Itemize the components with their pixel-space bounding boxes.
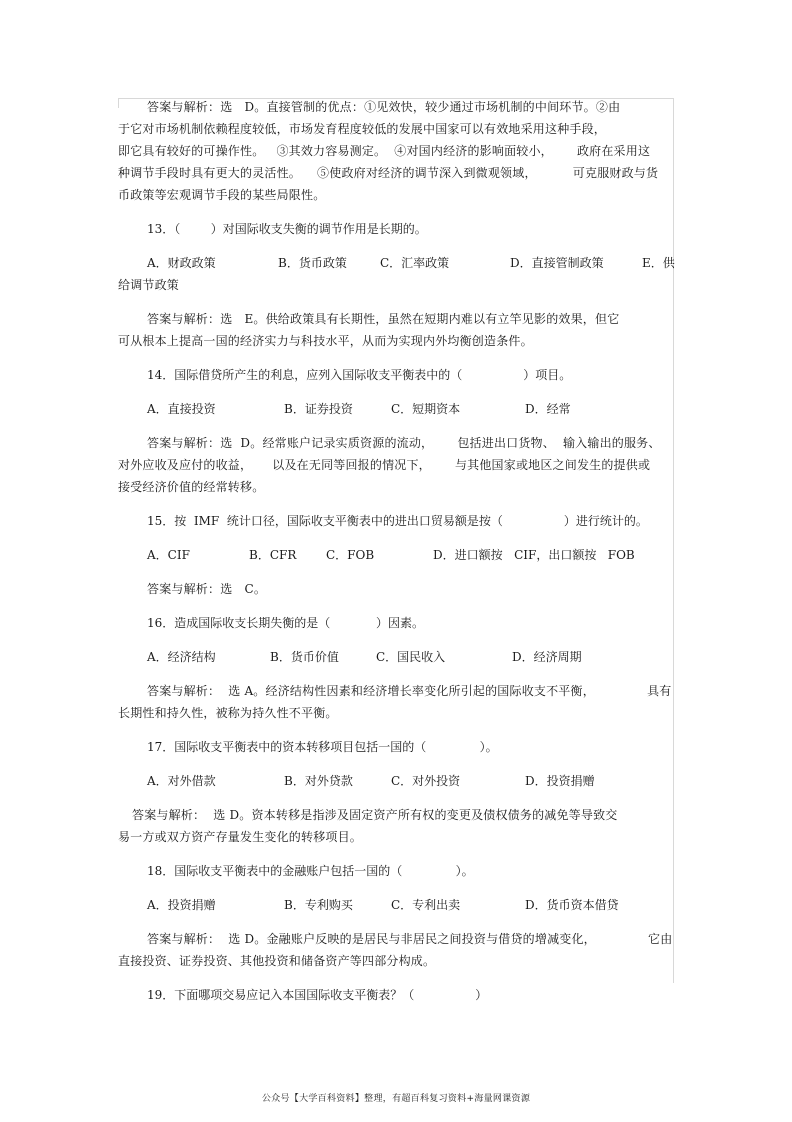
question-16: 16．造成国际收支长期失衡的是（ ）因素。 xyxy=(147,616,425,630)
text-line: 币政策等宏观调节手段的某些局限性。 xyxy=(118,188,326,202)
answer-13 xyxy=(118,308,674,352)
option-c: C．短期资本 xyxy=(391,402,461,416)
option-b: B．货币价值 xyxy=(270,650,339,664)
text-line: 即它具有较好的可操作性。 ③其效力容易测定。 ④对国内经济的影响面较小， 政府在采用这 xyxy=(118,144,651,158)
options-13 xyxy=(118,252,674,274)
option-d: D．投资捐赠 xyxy=(525,774,595,788)
footer-note: 公众号【大学百科资料】整理，有超百科复习资料+海量网课资源 xyxy=(261,1094,531,1104)
option-a: A．对外借款 xyxy=(147,774,216,788)
options-17 xyxy=(118,770,674,792)
text-line: 直接投资、证券投资、其他投资和储备资产等四部分构成。 xyxy=(118,954,436,968)
question-17: 17．国际收支平衡表中的资本转移项目包括一国的（ ）。 xyxy=(147,740,498,754)
options-16 xyxy=(118,646,674,668)
text-line: 易一方或双方资产存量发生变化的转移项目。 xyxy=(118,830,363,844)
option-a: A．财政政策 xyxy=(147,256,216,270)
text-line: 答案与解析： 选 D。金融账户反映的是居民与非居民之间投资与借贷的增减变化， 它由 xyxy=(147,932,673,946)
document-body xyxy=(118,96,674,1006)
option-e: E．供 xyxy=(642,256,675,270)
answer-16 xyxy=(118,680,674,724)
option-b: B．对外贷款 xyxy=(284,774,353,788)
option-c: C．对外投资 xyxy=(391,774,461,788)
text-line: 答案与解析：选 E。供给政策具有长期性，虽然在短期内难以有立竿见影的效果，但它 xyxy=(147,312,620,326)
option-a: A．CIF xyxy=(147,548,190,562)
options-18 xyxy=(118,894,674,916)
question-14: 14．国际借贷所产生的利息，应列入国际收支平衡表中的（ ）项目。 xyxy=(147,368,572,382)
options-14 xyxy=(118,398,674,420)
question-19: 19．下面哪项交易应记入本国国际收支平衡表？（ ） xyxy=(147,988,488,1002)
answer-14 xyxy=(118,432,674,498)
text-line: 对外应收及应付的收益， 以及在无同等回报的情况下， 与其他国家或地区之间发生的提供或 xyxy=(118,458,651,472)
option-d: D．经常 xyxy=(525,402,571,416)
option-e-wrap: 给调节政策 xyxy=(118,278,180,292)
option-b: B．证券投资 xyxy=(284,402,353,416)
text-line: 接受经济价值的经常转移。 xyxy=(118,480,265,494)
question-18: 18．国际收支平衡表中的金融账户包括一国的（ ）。 xyxy=(147,864,474,878)
option-d: D．直接管制政策 xyxy=(510,256,604,270)
option-a: A．投资捐赠 xyxy=(147,898,216,912)
option-a: A．直接投资 xyxy=(147,402,216,416)
text-line: 答案与解析： 选 A。经济结构性因素和经济增长率变化所引起的国际收支不平衡， 具有 xyxy=(147,684,672,698)
option-c: C．专利出卖 xyxy=(391,898,461,912)
options-15 xyxy=(118,544,674,566)
option-b: B．CFR xyxy=(249,548,297,562)
question-15: 15．按 IMF 统计口径，国际收支平衡表中的进出口贸易额是按（ ）进行统计的。 xyxy=(147,514,648,528)
answer-15 xyxy=(118,578,674,600)
option-c: C．汇率政策 xyxy=(380,256,450,270)
text-line: 答案与解析：选 D。经常账户记录实质资源的流动， 包括进出口货物、 输入输出的服务、 xyxy=(147,436,661,450)
text-line: 答案与解析：选 D。直接管制的优点：①见效快，较少通过市场机制的中间环节。②由 xyxy=(147,100,621,114)
answer-12 xyxy=(118,96,674,206)
answer-18 xyxy=(118,928,674,972)
option-b: B．货币政策 xyxy=(278,256,347,270)
option-a: A．经济结构 xyxy=(147,650,216,664)
option-c: C．FOB xyxy=(326,548,375,562)
text-line: 答案与解析：选 C。 xyxy=(147,582,267,596)
text-line: 答案与解析： 选 D。资本转移是指涉及固定资产所有权的变更及债权债务的减免等导致交 xyxy=(132,808,618,822)
text-line: 长期性和持久性，被称为持久性不平衡。 xyxy=(118,706,338,720)
option-c: C．国民收入 xyxy=(376,650,446,664)
question-13: 13．（ ）对国际收支失衡的调节作用是长期的。 xyxy=(147,222,427,236)
text-line: 可从根本上提高一国的经济实力与科技水平，从而为实现内外均衡创造条件。 xyxy=(118,334,533,348)
option-d: D．货币资本借贷 xyxy=(525,898,619,912)
option-d: D．进口额按 CIF，出口额按 FOB xyxy=(433,548,635,562)
option-d: D．经济周期 xyxy=(512,650,582,664)
text-line: 种调节手段时具有更大的灵活性。 ⑤使政府对经济的调节深入到微观领域， 可克服财政与货 xyxy=(118,166,659,180)
answer-17 xyxy=(118,804,674,848)
text-line: 于它对市场机制依赖程度较低，市场发育程度较低的发展中国家可以有效地采用这种手段， xyxy=(118,122,607,136)
option-b: B．专利购买 xyxy=(284,898,353,912)
